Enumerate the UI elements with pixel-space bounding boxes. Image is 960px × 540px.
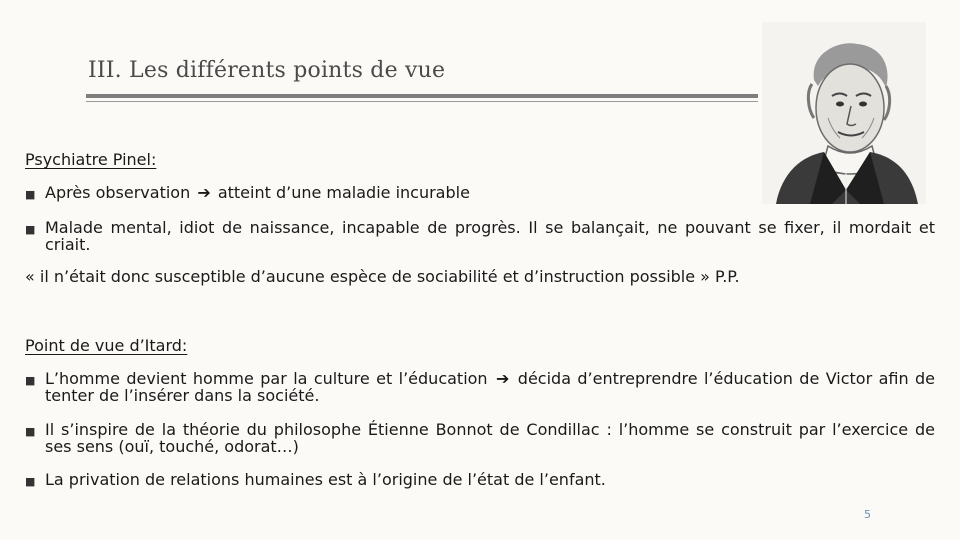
right-arrow-icon: ➔: [197, 183, 211, 202]
square-bullet-icon: ■: [25, 188, 36, 201]
title-underline-thin: [86, 101, 758, 102]
list-item: [25, 421, 935, 455]
bullet-text: Après observation: [45, 183, 191, 202]
page-number: 5: [864, 508, 871, 521]
bullet-text: Il s’inspire de la théorie du philosophe Étienne Bonnot de Condillac : l’homme se construit par l’exercice de ses sens (ouï, touché, odorat…): [45, 420, 935, 456]
square-bullet-icon: ■: [25, 374, 36, 387]
square-bullet-icon: ■: [25, 223, 36, 236]
pinel-quote: « il n’était donc susceptible d’aucune espèce de sociabilité et d’instruction possible » P.P.: [25, 267, 740, 286]
bullet-text: La privation de relations humaines est à l’origine de l’état de l’enfant.: [45, 470, 606, 489]
bullet-text: L’homme devient homme par la culture et l’éducation: [45, 369, 488, 388]
right-arrow-icon: ➔: [495, 369, 510, 388]
bullet-text: atteint d’une maladie incurable: [217, 183, 470, 202]
portrait-engraving: [762, 22, 926, 204]
list-item: [25, 184, 935, 203]
square-bullet-icon: ■: [25, 475, 36, 488]
section-heading-pinel: Psychiatre Pinel:: [25, 150, 157, 169]
list-item: [25, 471, 935, 490]
section-heading-itard: Point de vue d’Itard:: [25, 336, 188, 355]
bullet-text: décida d’entreprendre l’éducation de Victor afin de tenter de l’insérer dans la société.: [45, 369, 935, 405]
slide-title: III. Les différents points de vue: [88, 58, 446, 83]
square-bullet-icon: ■: [25, 425, 36, 438]
title-underline-thick: [86, 94, 758, 98]
list-item: [25, 219, 935, 253]
list-item: [25, 370, 935, 404]
bullet-text: Malade mental, idiot de naissance, incapable de progrès. Il se balançait, ne pouvant se fixer, il mordait et criait.: [45, 218, 935, 254]
